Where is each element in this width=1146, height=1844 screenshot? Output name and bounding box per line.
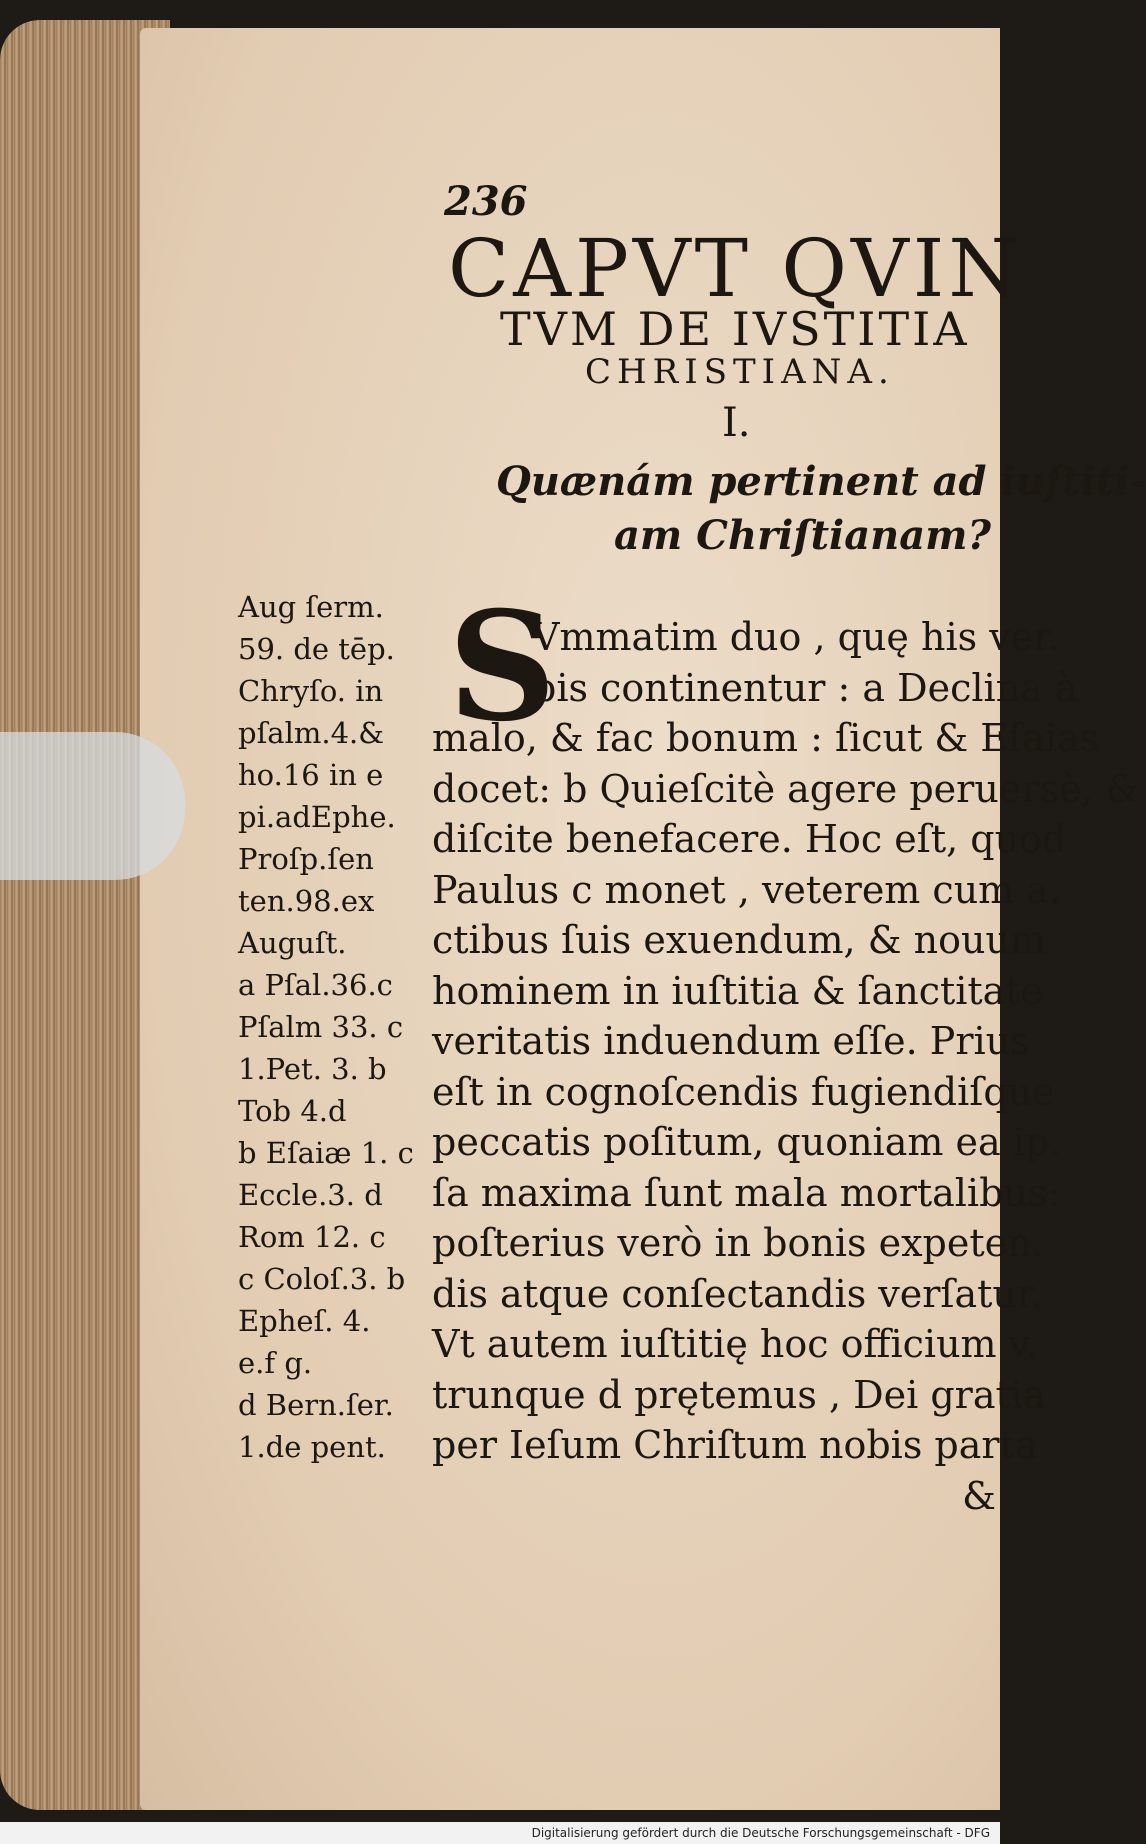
section-number: I. <box>722 400 751 446</box>
margin-note: Rom 12. c <box>238 1220 386 1254</box>
chapter-title-line-3: CHRISTIANA. <box>585 352 895 392</box>
margin-note: d Bern.ſer. <box>238 1388 394 1422</box>
body-text <box>432 612 1140 1521</box>
margin-note: Aug ſerm. <box>238 590 384 624</box>
margin-notes <box>238 586 438 1468</box>
body-line: peccatis poſitum, quoniam ea ip. <box>432 1120 1062 1164</box>
margin-note: 1.Pet. 3. b <box>238 1052 387 1086</box>
body-line: diſcite benefacere. Hoc eſt, quod <box>432 817 1067 861</box>
margin-note: ten.98.ex <box>238 884 375 918</box>
body-line: per Ieſum Chriſtum nobis parta <box>432 1423 1038 1467</box>
body-line: & <box>962 1473 996 1518</box>
question-line-1: Quænám pertinent ad iuſtiti- <box>496 458 1146 505</box>
margin-note: 1.de pent. <box>238 1430 386 1464</box>
margin-note: ho.16 in e <box>238 758 384 792</box>
margin-note: Auguſt. <box>238 926 347 960</box>
page-marker-tab <box>0 732 185 880</box>
body-line: dis atque conſectandis verſatur. <box>432 1271 1043 1316</box>
margin-note: 59. de tēp. <box>238 632 395 666</box>
body-line: eſt in cognoſcendis fugiendiſque <box>432 1069 1055 1114</box>
margin-note: Eccle.3. d <box>238 1178 383 1212</box>
question-line-2: am Chriſtianam? <box>614 512 991 559</box>
page-number: 236 <box>444 178 528 225</box>
body-line: Vmmatim duo , quę his ver. <box>532 615 1060 659</box>
body-line: Paulus c monet , veterem cum a. <box>432 867 1062 912</box>
body-line: poſterius verò in bonis expeten. <box>432 1221 1044 1265</box>
margin-note: c Coloſ.3. b <box>238 1262 406 1296</box>
margin-note: Proſp.ſen <box>238 842 374 876</box>
margin-note: pſalm.4.& <box>238 716 385 750</box>
margin-note: Pſalm 33. c <box>238 1010 404 1044</box>
chapter-title-line-1: CAPVT QVIN <box>448 222 1023 315</box>
drop-cap: S <box>448 579 557 755</box>
body-line: ctibus ſuis exuendum, & nouum <box>432 918 1046 962</box>
margin-note: b Eſaiæ 1. c <box>238 1136 414 1170</box>
body-line: Vt autem iuſtitię hoc officium v. <box>432 1322 1038 1366</box>
body-line: veritatis induendum eſſe. Prius <box>432 1019 1030 1063</box>
body-line: hominem in iuſtitia & ſanctitate <box>432 968 1044 1013</box>
margin-note: pi.adEphe. <box>238 800 396 834</box>
digitization-credit: Digitalisierung gefördert durch die Deutsche Forschungsgemeinschaft - DFG <box>0 1822 1000 1844</box>
body-line: trunque d prętemus , Dei gratia <box>432 1372 1046 1417</box>
margin-note: Epheſ. 4. <box>238 1304 371 1338</box>
body-line: malo, & fac bonum : ſicut & Eſaias <box>432 716 1100 760</box>
margin-note: Tob 4.d <box>238 1094 347 1128</box>
margin-note: e.f g. <box>238 1346 313 1380</box>
margin-note: Chryſo. in <box>238 674 384 708</box>
body-line: docet: b Quieſcitè agere peruersè, & <box>432 766 1140 811</box>
body-line: bis continentur : a Declina à <box>532 665 1078 710</box>
chapter-title-line-2: TVM DE IVSTITIA <box>500 302 970 356</box>
margin-note: a Pſal.36.c <box>238 968 393 1002</box>
body-line: ſa maxima ſunt mala mortalibus: <box>432 1170 1061 1215</box>
